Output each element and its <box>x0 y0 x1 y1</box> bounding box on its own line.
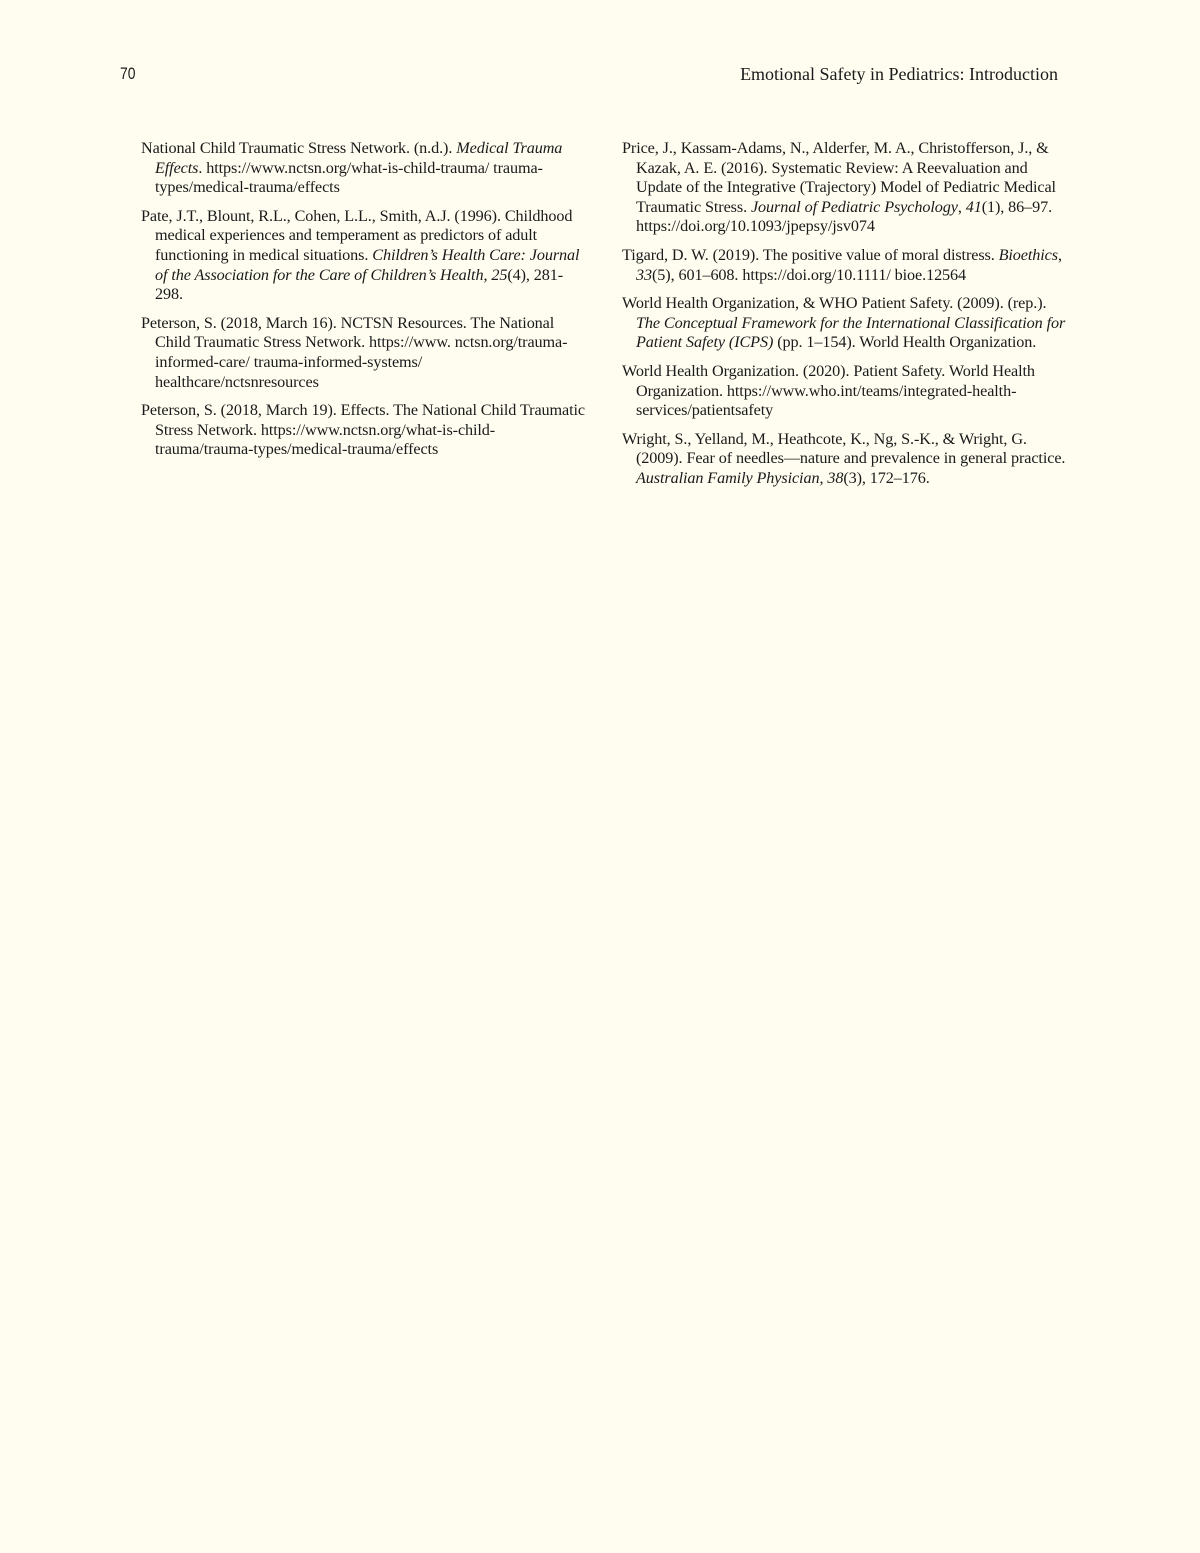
page-number: 70 <box>120 64 136 83</box>
reference-entry: Pate, J.T., Blount, R.L., Cohen, L.L., Smith, A.J. (1996). Childhood medical experiences and temperament as predictors of adult functioning in medical situations. Children’s Health Care: Journal of the Association for the Care of Children’s Health, 25(4), 281-298. <box>141 206 580 304</box>
reference-entry: World Health Organization, & WHO Patient Safety. (2009). (rep.). The Conceptual Framework for the International Classification for Patient Safety (ICPS) (pp. 1–154). World Health Organization. <box>622 294 1066 352</box>
reference-entry: Price, J., Kassam-Adams, N., Alderfer, M. A., Christofferson, J., & Kazak, A. E. (2016). Systematic Review: A Reevaluation and Update of the Integrative (Trajectory) Model of Pediatric Medical Traumatic Stress. Journal of Pediatric Psychology, 41(1), 86–97. https://doi.org/10.1093/jpepsy/jsv074 <box>622 139 1056 236</box>
reference-entry: Tigard, D. W. (2019). The positive value of moral distress. Bioethics, 33(5), 601–608. https://doi.org/10.1111/ bioe.12564 <box>622 245 1062 284</box>
reference-entry: Wright, S., Yelland, M., Heathcote, K., Ng, S.-K., & Wright, G. (2009). Fear of needles—nature and prevalence in general practice. Australian Family Physician, 38(3), 172–176. <box>622 429 1066 487</box>
reference-entry: World Health Organization. (2020). Patient Safety. World Health Organization. https://www.who.int/teams/integrated-health-services/patientsafety <box>622 361 1035 420</box>
reference-entry: Peterson, S. (2018, March 19). Effects. The National Child Traumatic Stress Network. https://www.nctsn.org/what-is-child-trauma/trauma-types/medical-trauma/effects <box>141 401 585 459</box>
reference-entry: Peterson, S. (2018, March 16). NCTSN Resources. The National Child Traumatic Stress Network. https://www. nctsn.org/trauma-informed-care/ trauma-informed-systems/ healthcare/nctsnresources <box>141 313 568 391</box>
references-column-left <box>141 139 586 469</box>
reference-entry: National Child Traumatic Stress Network. (n.d.). Medical Trauma Effects. https://www.nctsn.org/what-is-child-trauma/ trauma-types/medical-trauma/effects <box>141 139 563 197</box>
references-column-right <box>622 139 1067 498</box>
running-header: Emotional Safety in Pediatrics: Introduction <box>740 64 1058 84</box>
